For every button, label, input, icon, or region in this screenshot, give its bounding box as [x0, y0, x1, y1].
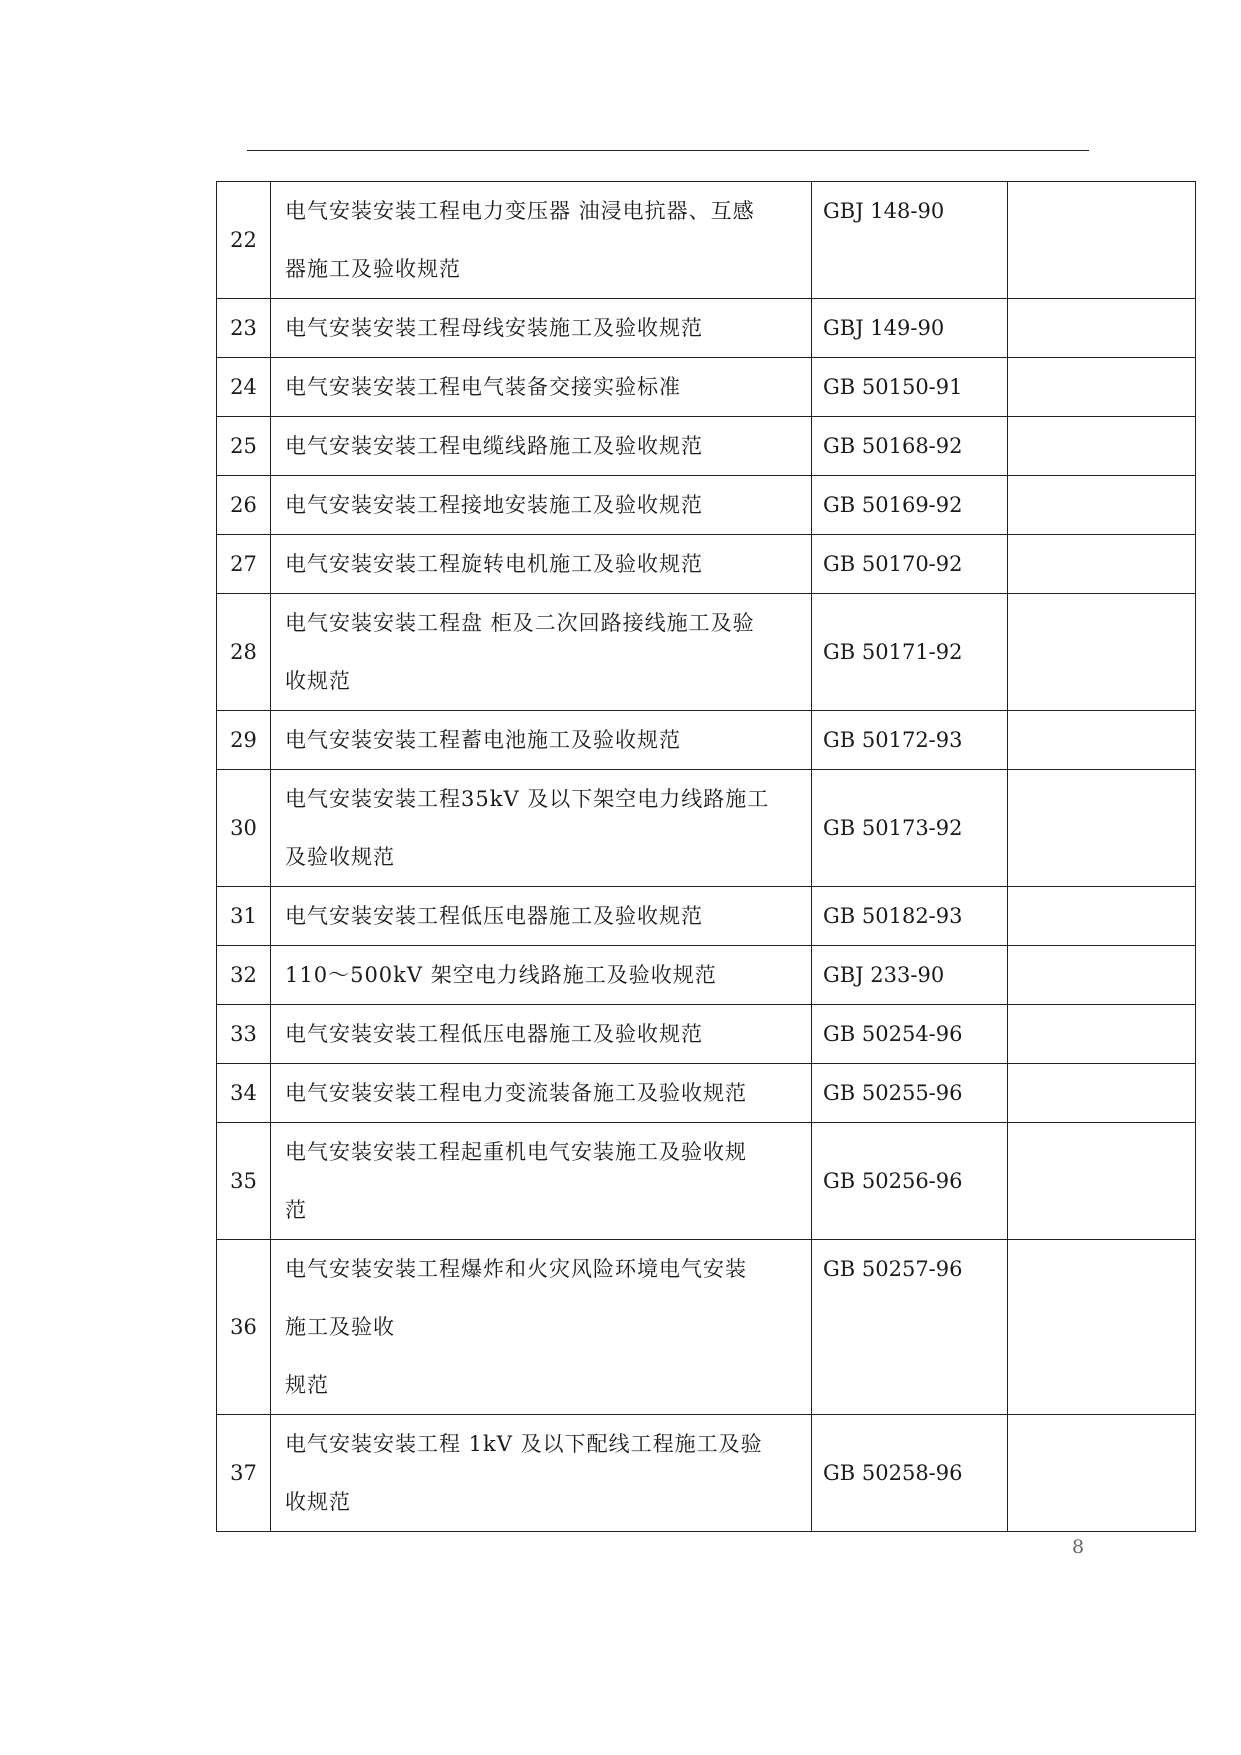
standard-name-line: 电气安装安装工程35kV 及以下架空电力线路施工: [285, 787, 770, 811]
remarks-cell: [1008, 946, 1196, 1005]
row-number: 33: [217, 1005, 271, 1064]
standard-name-line: 电气安装安装工程电力变流装备施工及验收规范: [285, 1081, 747, 1105]
standard-name: [271, 946, 812, 1005]
row-number: 25: [217, 417, 271, 476]
standard-code: GB 50256-96: [812, 1123, 1008, 1240]
standard-name-line: 电气安装安装工程低压电器施工及验收规范: [285, 904, 703, 928]
standard-code: GB 50257-96: [812, 1240, 1008, 1415]
table-row: [217, 594, 1196, 711]
page-number: 8: [1072, 1536, 1085, 1558]
table-row: [217, 711, 1196, 770]
standard-name-line: 电气安装安装工程母线安装施工及验收规范: [285, 316, 703, 340]
standard-name-line: 电气安装安装工程低压电器施工及验收规范: [285, 1022, 703, 1046]
remarks-cell: [1008, 1064, 1196, 1123]
table-row: [217, 417, 1196, 476]
remarks-cell: [1008, 358, 1196, 417]
standards-table: [216, 181, 1196, 1532]
standard-name-line: 施工及验收: [285, 1315, 395, 1339]
table-row: [217, 1123, 1196, 1240]
standard-code: GB 50168-92: [812, 417, 1008, 476]
standard-name-line: 电气安装安装工程电力变压器 油浸电抗器、互感: [285, 199, 755, 223]
standard-name-line: 器施工及验收规范: [285, 257, 461, 281]
table-row: [217, 182, 1196, 299]
row-number: 34: [217, 1064, 271, 1123]
standard-code: GB 50172-93: [812, 711, 1008, 770]
standard-name: [271, 770, 812, 887]
standard-name: [271, 887, 812, 946]
standard-name: [271, 1005, 812, 1064]
standard-name: [271, 417, 812, 476]
standard-name: [271, 535, 812, 594]
standard-name: [271, 358, 812, 417]
table-row: [217, 476, 1196, 535]
row-number: 31: [217, 887, 271, 946]
standard-name-line: 电气安装安装工程蓄电池施工及验收规范: [285, 728, 681, 752]
row-number: 37: [217, 1415, 271, 1532]
standard-name: [271, 594, 812, 711]
standard-code: GB 50258-96: [812, 1415, 1008, 1532]
remarks-cell: [1008, 417, 1196, 476]
row-number: 36: [217, 1240, 271, 1415]
table-row: [217, 299, 1196, 358]
standard-code: GB 50171-92: [812, 594, 1008, 711]
table-row: [217, 1415, 1196, 1532]
standard-code: GB 50169-92: [812, 476, 1008, 535]
remarks-cell: [1008, 476, 1196, 535]
standard-code: GBJ 233-90: [812, 946, 1008, 1005]
standard-name-line: 电气安装安装工程电缆线路施工及验收规范: [285, 434, 703, 458]
remarks-cell: [1008, 1240, 1196, 1415]
row-number: 35: [217, 1123, 271, 1240]
row-number: 27: [217, 535, 271, 594]
row-number: 29: [217, 711, 271, 770]
table-row: [217, 1240, 1196, 1415]
standard-name-line: 规范: [285, 1373, 329, 1397]
standard-name-line: 电气安装安装工程 1kV 及以下配线工程施工及验: [285, 1432, 763, 1456]
row-number: 30: [217, 770, 271, 887]
standard-name-line: 收规范: [285, 1490, 351, 1514]
standard-code: GB 50170-92: [812, 535, 1008, 594]
standard-name-line: 110～500kV 架空电力线路施工及验收规范: [285, 963, 717, 987]
remarks-cell: [1008, 1005, 1196, 1064]
standard-name: [271, 1123, 812, 1240]
standard-name: [271, 1064, 812, 1123]
table-row: [217, 946, 1196, 1005]
table-row: [217, 770, 1196, 887]
remarks-cell: [1008, 535, 1196, 594]
standard-name: [271, 711, 812, 770]
standard-code: GB 50173-92: [812, 770, 1008, 887]
standard-name: [271, 476, 812, 535]
standard-name-line: 收规范: [285, 669, 351, 693]
standard-code: GB 50254-96: [812, 1005, 1008, 1064]
standard-name: [271, 1415, 812, 1532]
standards-table-body: [217, 182, 1196, 1532]
remarks-cell: [1008, 770, 1196, 887]
table-row: [217, 887, 1196, 946]
header-rule: [247, 150, 1089, 151]
table-row: [217, 535, 1196, 594]
standard-code: GB 50150-91: [812, 358, 1008, 417]
table-row: [217, 358, 1196, 417]
row-number: 23: [217, 299, 271, 358]
standard-name-line: 范: [285, 1198, 307, 1222]
remarks-cell: [1008, 1123, 1196, 1240]
table-row: [217, 1064, 1196, 1123]
standard-name-line: 电气安装安装工程旋转电机施工及验收规范: [285, 552, 703, 576]
row-number: 26: [217, 476, 271, 535]
standard-name-line: 电气安装安装工程电气装备交接实验标准: [285, 375, 681, 399]
standard-name-line: 电气安装安装工程接地安装施工及验收规范: [285, 493, 703, 517]
row-number: 22: [217, 182, 271, 299]
table-row: [217, 1005, 1196, 1064]
row-number: 32: [217, 946, 271, 1005]
standard-code: GB 50182-93: [812, 887, 1008, 946]
standard-name-line: 及验收规范: [285, 845, 395, 869]
remarks-cell: [1008, 299, 1196, 358]
standard-code: GB 50255-96: [812, 1064, 1008, 1123]
row-number: 28: [217, 594, 271, 711]
standard-name: [271, 182, 812, 299]
remarks-cell: [1008, 1415, 1196, 1532]
standard-name-line: 电气安装安装工程起重机电气安装施工及验收规: [285, 1140, 747, 1164]
standard-name-line: 电气安装安装工程盘 柜及二次回路接线施工及验: [285, 611, 755, 635]
standard-name: [271, 299, 812, 358]
standard-code: GBJ 149-90: [812, 299, 1008, 358]
remarks-cell: [1008, 887, 1196, 946]
remarks-cell: [1008, 594, 1196, 711]
remarks-cell: [1008, 711, 1196, 770]
remarks-cell: [1008, 182, 1196, 299]
standard-code: GBJ 148-90: [812, 182, 1008, 299]
standard-name-line: 电气安装安装工程爆炸和火灾风险环境电气安装: [285, 1257, 747, 1281]
standard-name: [271, 1240, 812, 1415]
row-number: 24: [217, 358, 271, 417]
